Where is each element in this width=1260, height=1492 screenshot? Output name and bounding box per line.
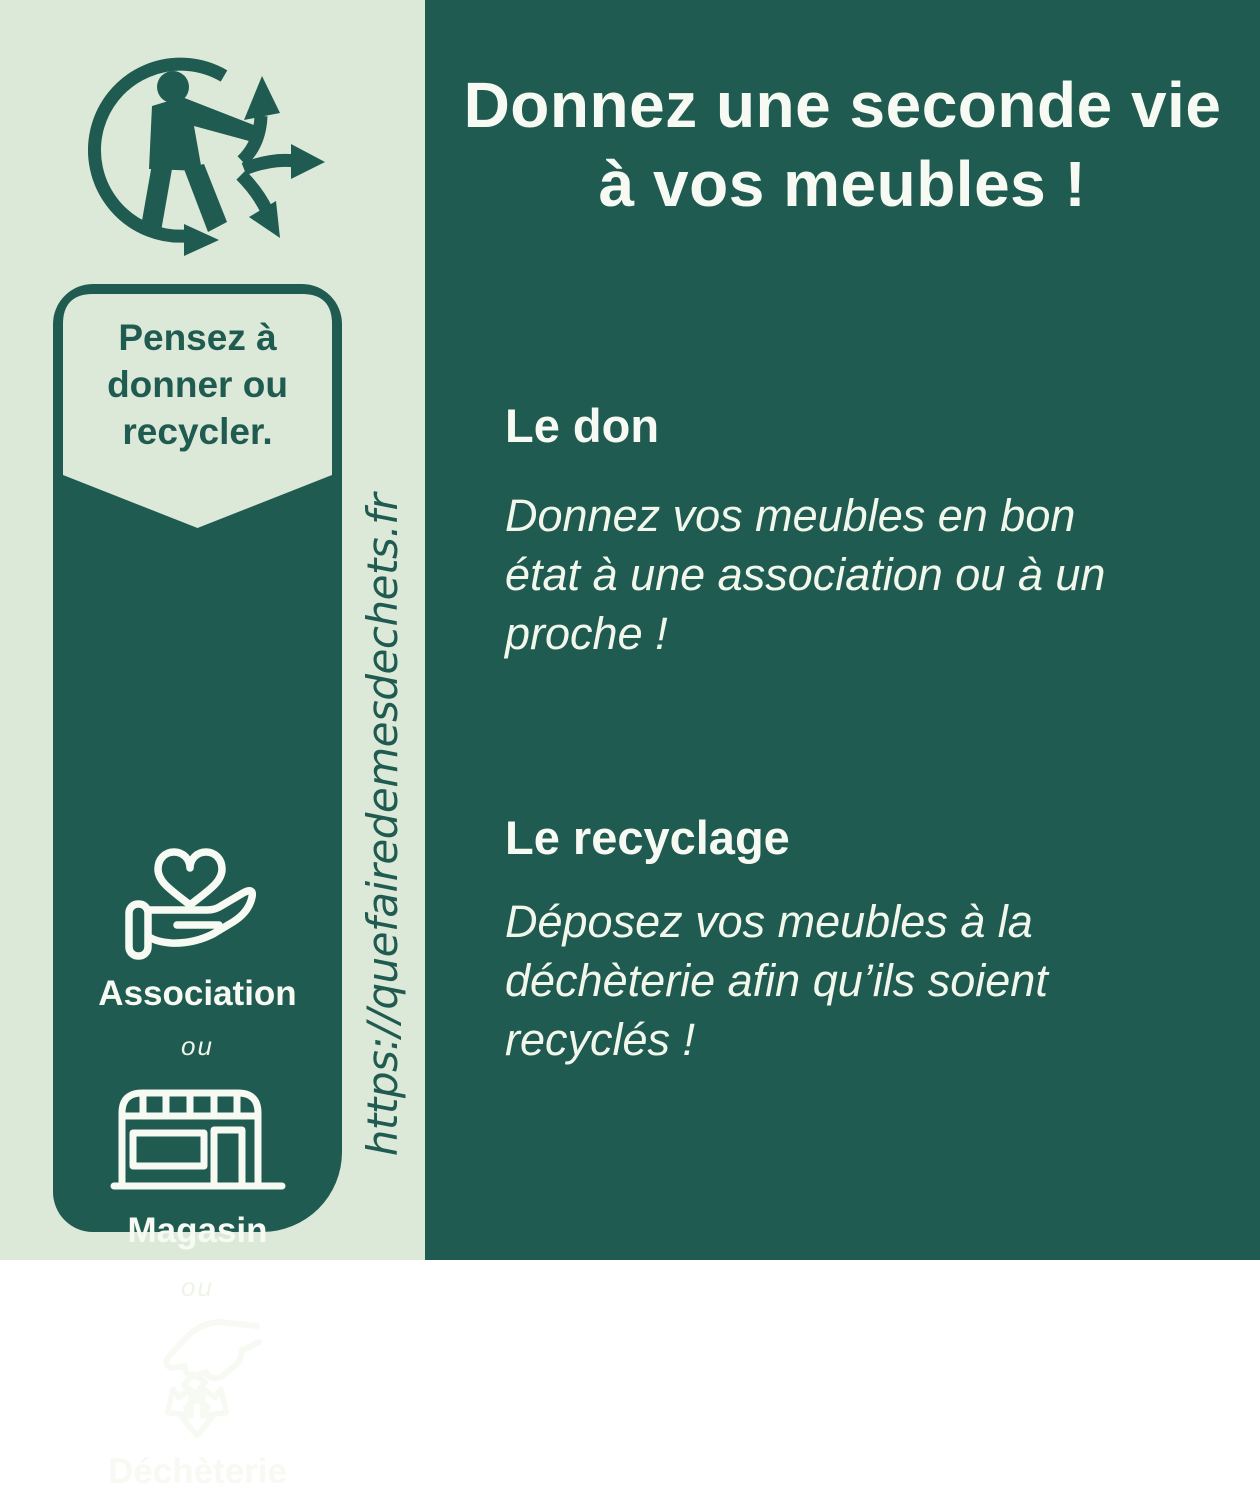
recyclage-body-line-1: Déposez vos meubles à la	[505, 896, 1033, 947]
section-recyclage-heading: Le recyclage	[505, 811, 790, 864]
recyclage-body-line-3: recyclés !	[505, 1014, 696, 1065]
don-body-line-1: Donnez vos meubles en bon	[505, 490, 1076, 541]
main-panel	[425, 0, 1260, 1260]
title-line-1: Donnez une seconde vie	[463, 69, 1222, 141]
separator-ou-1: ou	[181, 1031, 214, 1061]
section-don-body	[505, 486, 1105, 663]
triman-recycling-logo	[92, 40, 314, 262]
heart-in-hand-icon	[53, 840, 342, 965]
section-don-heading: Le don	[505, 399, 660, 452]
banner-text	[63, 314, 332, 455]
page-title	[425, 66, 1260, 224]
separator-ou-2: ou	[181, 1272, 214, 1302]
website-url: https://quefairedemesdechets.fr	[358, 493, 407, 1157]
title-line-2: à vos meubles !	[598, 148, 1087, 220]
option-label-association: Association	[98, 974, 297, 1013]
storefront-icon	[53, 1084, 342, 1194]
don-body-line-3: proche !	[505, 608, 668, 659]
option-label-dechèterie: Déchèterie	[108, 1452, 287, 1491]
don-body-line-2: état à une association ou à un	[505, 549, 1106, 600]
sidebar-card	[53, 284, 342, 1491]
banner-line-1: Pensez à	[118, 317, 277, 358]
section-recyclage-body	[505, 892, 1048, 1069]
banner-line-2: donner ou	[107, 364, 288, 405]
hand-dropping-waste-icon	[53, 1318, 342, 1448]
recyclage-body-line-2: déchèterie afin qu’ils soient	[505, 955, 1048, 1006]
banner-line-3: recycler.	[122, 411, 273, 452]
option-label-magasin: Magasin	[127, 1211, 268, 1250]
